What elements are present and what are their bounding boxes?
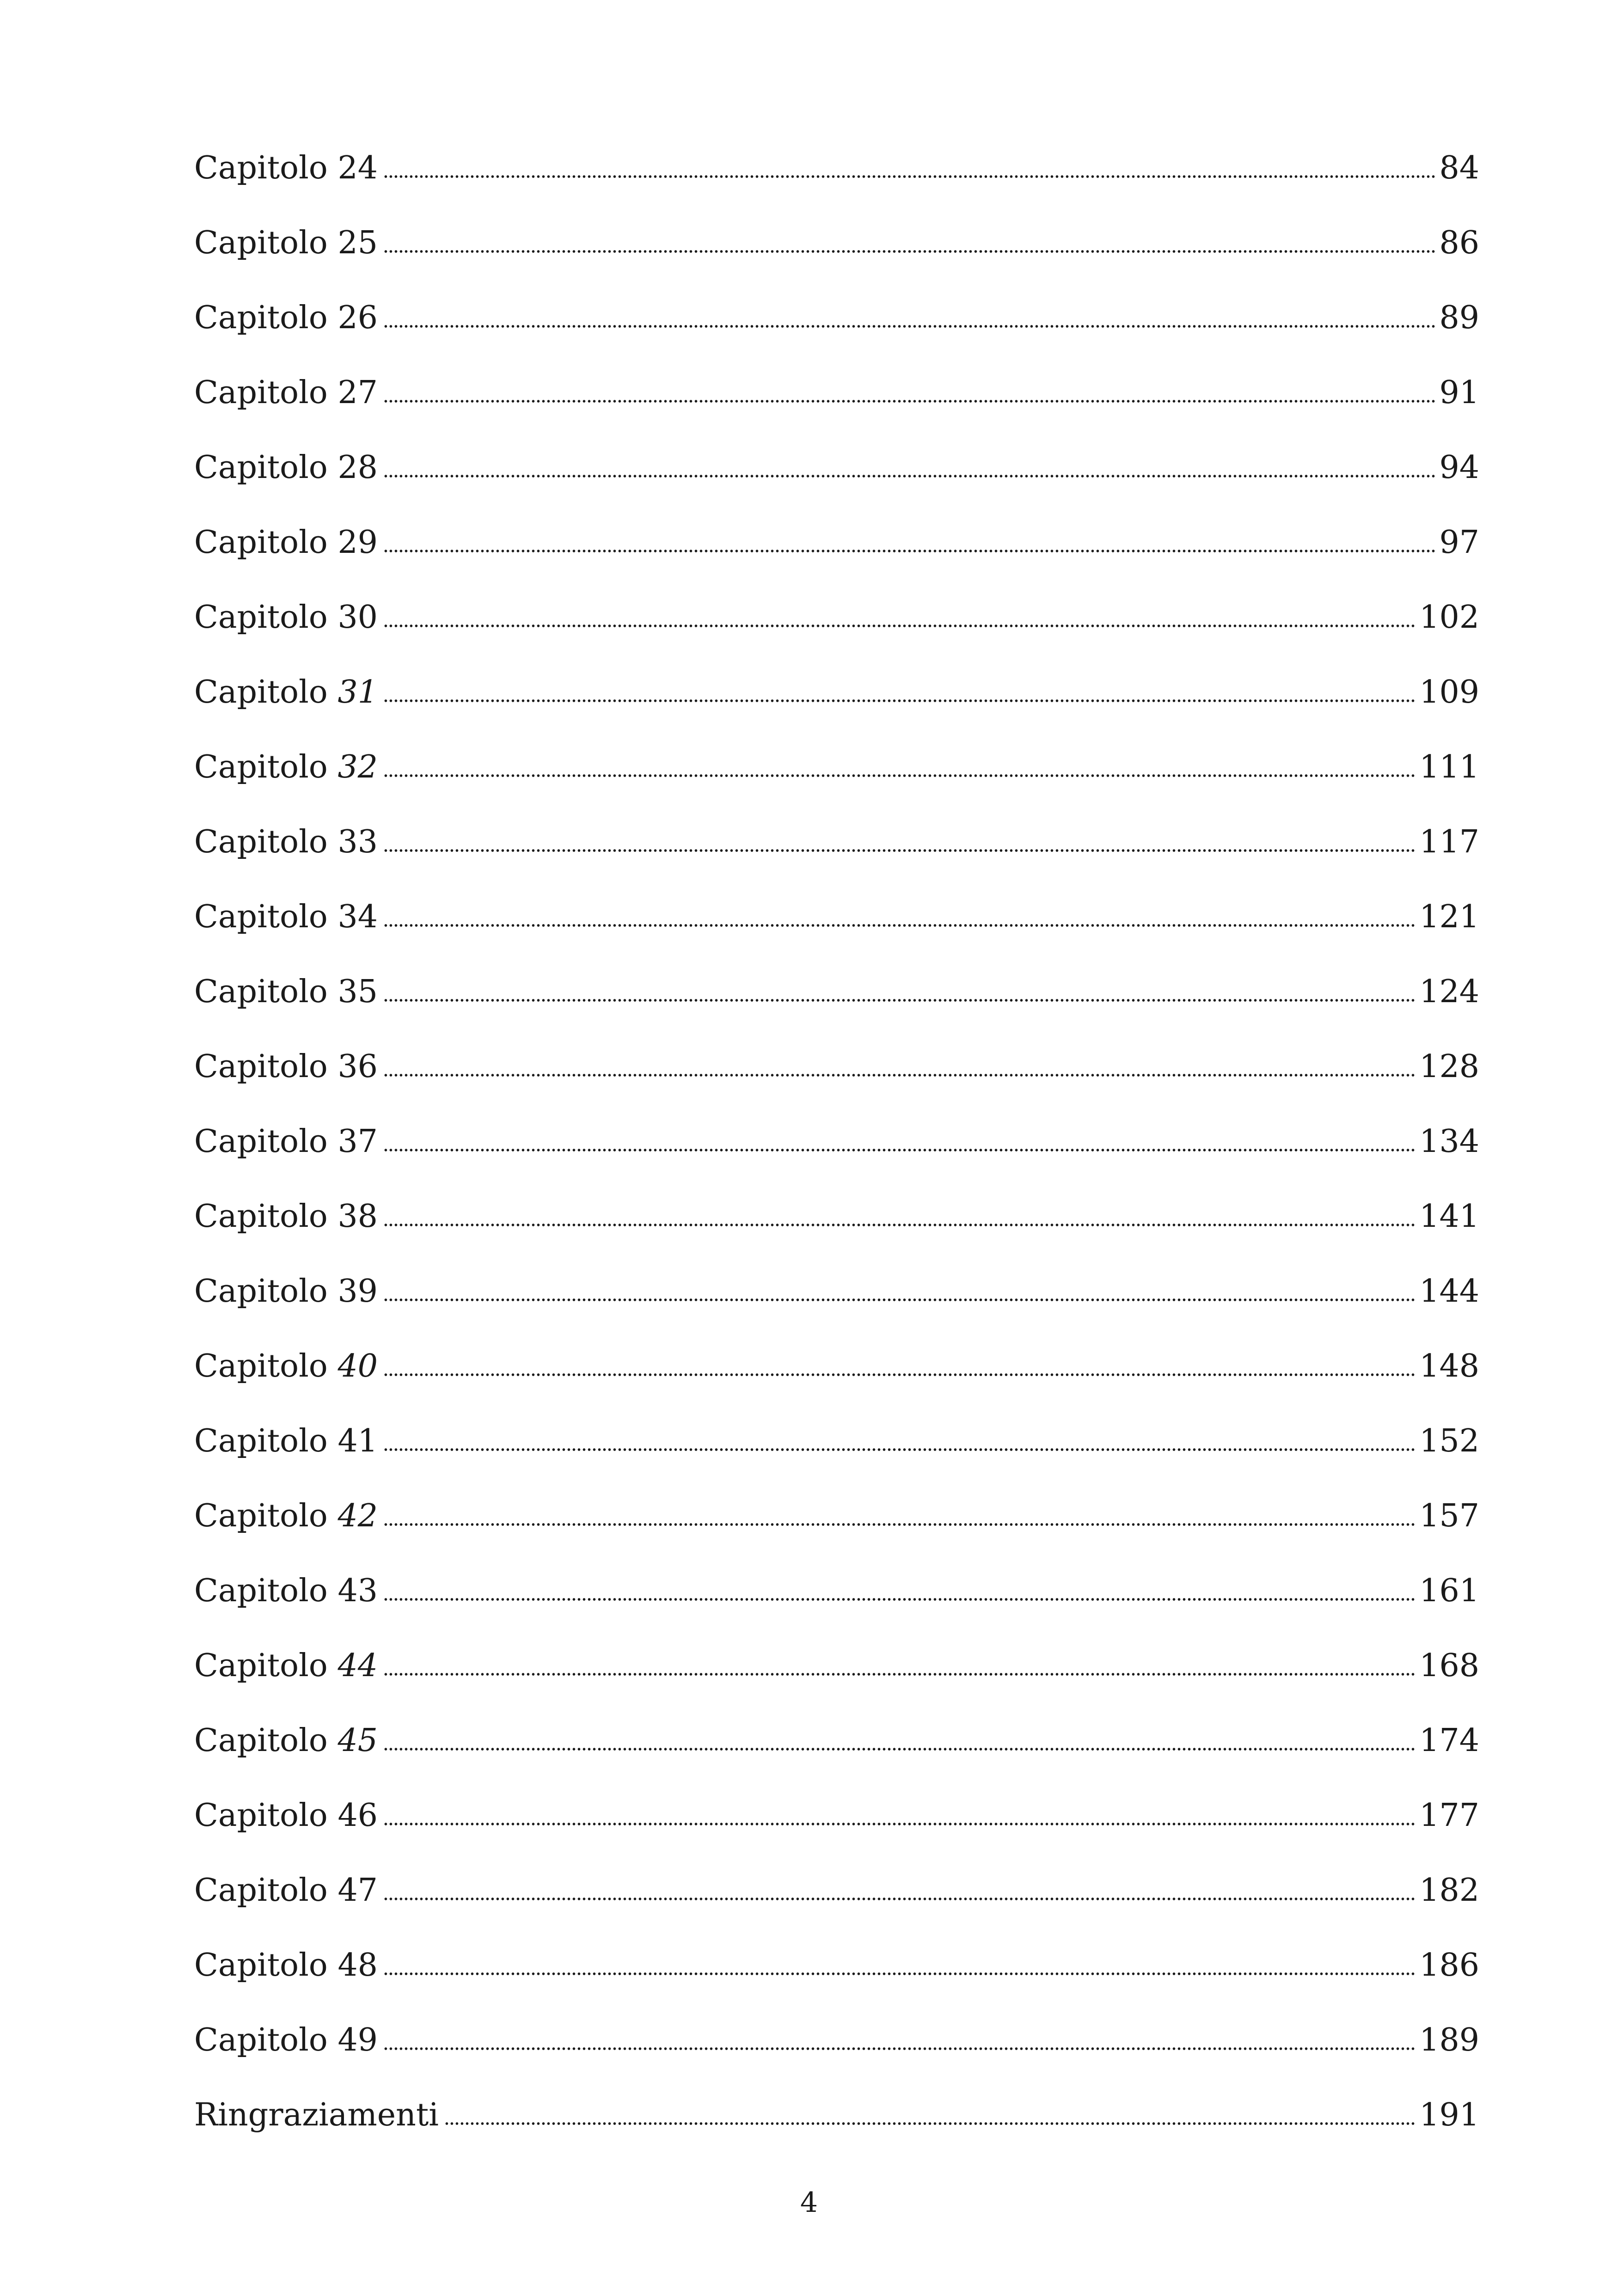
toc-entry-space xyxy=(328,1273,338,1310)
toc-entry-word: Capitolo xyxy=(194,1273,328,1310)
toc-dot-leader xyxy=(383,1972,1416,1976)
toc-entry-number: 33 xyxy=(337,824,378,860)
toc-entry-number: 39 xyxy=(337,1273,378,1310)
toc-entry-title xyxy=(194,1423,378,1459)
toc-entry-word: Capitolo xyxy=(194,1498,328,1534)
toc-entry-number: 29 xyxy=(337,524,378,561)
toc-entry-word: Capitolo xyxy=(194,974,328,1010)
toc-entry-number: 30 xyxy=(337,599,378,636)
toc-dot-leader xyxy=(383,1897,1416,1901)
toc-entry-page: 174 xyxy=(1419,1722,1479,1759)
toc-entry-space xyxy=(328,599,338,636)
toc-entry-space xyxy=(328,374,338,411)
table-of-contents xyxy=(194,150,1479,2174)
toc-entry-word: Capitolo xyxy=(194,1123,328,1160)
toc-entry-page: 128 xyxy=(1419,1048,1479,1085)
toc-entry-number: 26 xyxy=(337,300,378,336)
toc-dot-leader xyxy=(383,1747,1416,1751)
toc-entry-word: Capitolo xyxy=(194,225,328,261)
toc-entry[interactable] xyxy=(194,1647,1479,1725)
toc-dot-leader xyxy=(383,474,1436,478)
toc-entry-number: 34 xyxy=(337,899,378,935)
toc-entry-title xyxy=(194,1198,378,1235)
toc-entry[interactable] xyxy=(194,674,1479,752)
toc-entry-title xyxy=(194,1722,378,1759)
toc-entry-page: 177 xyxy=(1419,1797,1479,1834)
toc-entry-word: Capitolo xyxy=(194,1573,328,1609)
toc-entry[interactable] xyxy=(194,1273,1479,1351)
toc-entry-word: Capitolo xyxy=(194,1947,328,1984)
toc-dot-leader xyxy=(383,1822,1416,1826)
toc-dot-leader xyxy=(383,325,1436,328)
page-number: 4 xyxy=(800,2186,818,2219)
toc-entry-page: 161 xyxy=(1419,1573,1479,1609)
toc-entry-word: Capitolo xyxy=(194,1048,328,1085)
toc-entry-page: 86 xyxy=(1439,225,1479,261)
toc-dot-leader xyxy=(383,774,1416,778)
toc-dot-leader xyxy=(383,924,1416,927)
toc-entry-title xyxy=(194,976,378,1008)
toc-dot-leader xyxy=(383,998,1416,1002)
toc-entry-number: 48 xyxy=(337,1947,378,1984)
toc-dot-leader xyxy=(383,250,1436,253)
toc-dot-leader xyxy=(383,849,1416,852)
toc-entry-space xyxy=(328,1423,338,1459)
toc-entry-page: 109 xyxy=(1419,674,1479,710)
toc-entry-word: Ringraziamenti xyxy=(194,2097,439,2133)
toc-entry-word: Capitolo xyxy=(194,300,328,336)
toc-entry-space xyxy=(328,2022,338,2058)
toc-entry-word: Capitolo xyxy=(194,599,328,636)
toc-entry-number: 45 xyxy=(337,1722,378,1759)
toc-entry-number: 25 xyxy=(337,225,378,261)
toc-entry-number: 37 xyxy=(337,1123,378,1160)
toc-entry-space xyxy=(328,1797,338,1834)
toc-entry[interactable] xyxy=(194,1123,1479,1201)
toc-entry[interactable] xyxy=(194,1348,1479,1426)
toc-dot-leader xyxy=(383,624,1416,628)
toc-entry-space xyxy=(328,300,338,336)
toc-entry-space xyxy=(328,1198,338,1235)
toc-entry-number: 32 xyxy=(337,749,378,785)
toc-entry-number: 46 xyxy=(337,1797,378,1834)
toc-entry[interactable] xyxy=(194,1048,1479,1126)
toc-entry-page: 189 xyxy=(1419,2022,1479,2058)
toc-entry-page: 91 xyxy=(1439,374,1479,411)
toc-entry-space xyxy=(328,1048,338,1085)
toc-entry-number: 40 xyxy=(337,1348,378,1384)
toc-entry-title xyxy=(194,524,378,561)
toc-entry-page: 111 xyxy=(1419,749,1479,785)
toc-entry-page: 102 xyxy=(1419,599,1479,636)
toc-entry-word: Capitolo xyxy=(194,1722,328,1759)
toc-entry-page: 191 xyxy=(1419,2097,1479,2133)
toc-entry-word: Capitolo xyxy=(194,449,328,486)
toc-entry-space xyxy=(328,1573,338,1609)
toc-entry-number: 47 xyxy=(337,1872,378,1909)
toc-dot-leader xyxy=(383,1223,1416,1227)
toc-entry-space xyxy=(328,1647,338,1684)
toc-entry[interactable] xyxy=(194,2097,1479,2174)
toc-entry-page: 89 xyxy=(1439,300,1479,336)
toc-entry-title xyxy=(194,1872,378,1909)
toc-entry-page: 182 xyxy=(1419,1872,1479,1909)
toc-entry[interactable] xyxy=(194,824,1479,901)
toc-entry[interactable] xyxy=(194,1575,1479,1650)
toc-entry-word: Capitolo xyxy=(194,374,328,411)
toc-entry[interactable] xyxy=(194,901,1479,976)
toc-entry[interactable] xyxy=(194,524,1479,602)
toc-entry-page: 121 xyxy=(1419,899,1479,935)
toc-entry-number: 31 xyxy=(337,674,378,710)
toc-entry-number: 42 xyxy=(337,1498,378,1534)
toc-entry[interactable] xyxy=(194,1198,1479,1276)
toc-entry[interactable] xyxy=(194,1797,1479,1875)
toc-entry[interactable] xyxy=(194,2022,1479,2100)
toc-dot-leader xyxy=(383,1448,1416,1451)
toc-entry-word: Capitolo xyxy=(194,524,328,561)
toc-entry-title xyxy=(194,1048,378,1085)
toc-entry-number: 28 xyxy=(337,449,378,486)
toc-dot-leader xyxy=(383,1373,1416,1377)
toc-entry-number: 27 xyxy=(337,374,378,411)
toc-entry[interactable] xyxy=(194,150,1479,227)
toc-entry-word: Capitolo xyxy=(194,1647,328,1684)
toc-entry-space xyxy=(328,674,338,710)
toc-entry-title xyxy=(194,1647,378,1684)
toc-entry-title xyxy=(194,302,378,334)
toc-entry-word: Capitolo xyxy=(194,150,328,186)
toc-entry-page: 117 xyxy=(1419,824,1479,860)
toc-entry-title xyxy=(194,674,378,710)
toc-entry-title xyxy=(194,449,378,486)
toc-entry-space xyxy=(328,1123,338,1160)
toc-entry-title xyxy=(194,2097,439,2133)
toc-entry[interactable] xyxy=(194,302,1479,377)
toc-entry-space xyxy=(328,524,338,561)
toc-entry-title xyxy=(194,2022,378,2058)
toc-entry-title xyxy=(194,374,378,411)
toc-entry-page: 141 xyxy=(1419,1198,1479,1235)
toc-entry-title xyxy=(194,1500,378,1532)
toc-entry-title xyxy=(194,1123,378,1160)
toc-dot-leader xyxy=(383,1598,1416,1601)
toc-dot-leader xyxy=(383,1148,1416,1152)
toc-entry-number: 49 xyxy=(337,2022,378,2058)
toc-entry-space xyxy=(328,449,338,486)
toc-entry-space xyxy=(328,749,338,785)
toc-entry[interactable] xyxy=(194,599,1479,677)
toc-entry-space xyxy=(328,1872,338,1909)
toc-entry-title xyxy=(194,150,378,186)
toc-dot-leader xyxy=(383,1523,1416,1526)
toc-entry-title xyxy=(194,599,378,636)
toc-entry-number: 43 xyxy=(337,1573,378,1609)
toc-entry[interactable] xyxy=(194,1423,1479,1500)
toc-entry-number: 41 xyxy=(337,1423,378,1459)
toc-entry-word: Capitolo xyxy=(194,899,328,935)
toc-entry-page: 97 xyxy=(1439,524,1479,561)
toc-entry-space xyxy=(328,1348,338,1384)
toc-entry-word: Capitolo xyxy=(194,1872,328,1909)
toc-entry-title xyxy=(194,1575,378,1607)
toc-entry-number: 24 xyxy=(337,150,378,186)
toc-entry[interactable] xyxy=(194,1500,1479,1575)
toc-entry[interactable] xyxy=(194,449,1479,527)
toc-dot-leader xyxy=(383,399,1436,403)
toc-entry-space xyxy=(328,225,338,261)
toc-entry-title xyxy=(194,227,378,259)
toc-entry-title xyxy=(194,749,378,785)
toc-entry-page: 134 xyxy=(1419,1123,1479,1160)
toc-entry[interactable] xyxy=(194,1947,1479,2025)
toc-entry-space xyxy=(328,824,338,860)
toc-entry[interactable] xyxy=(194,1872,1479,1950)
toc-entry-page: 94 xyxy=(1439,449,1479,486)
toc-dot-leader xyxy=(383,1073,1416,1077)
toc-entry-page: 168 xyxy=(1419,1647,1479,1684)
toc-entry-title xyxy=(194,1797,378,1834)
toc-entry-page: 186 xyxy=(1419,1947,1479,1984)
toc-entry-number: 38 xyxy=(337,1198,378,1235)
toc-entry[interactable] xyxy=(194,976,1479,1051)
toc-entry-word: Capitolo xyxy=(194,1348,328,1384)
toc-entry-title xyxy=(194,901,378,933)
toc-dot-leader xyxy=(383,1672,1416,1676)
toc-entry-title xyxy=(194,1348,378,1384)
toc-entry-page: 152 xyxy=(1419,1423,1479,1459)
toc-entry-space xyxy=(328,150,338,186)
toc-entry-number: 36 xyxy=(337,1048,378,1085)
toc-entry-page: 157 xyxy=(1419,1498,1479,1534)
toc-entry-page: 148 xyxy=(1419,1348,1479,1384)
toc-entry-word: Capitolo xyxy=(194,1423,328,1459)
toc-entry-space xyxy=(328,1947,338,1984)
toc-entry-page: 84 xyxy=(1439,150,1479,186)
toc-entry[interactable] xyxy=(194,227,1479,302)
toc-entry-page: 144 xyxy=(1419,1273,1479,1310)
toc-entry-number: 44 xyxy=(337,1647,378,1684)
toc-entry-word: Capitolo xyxy=(194,824,328,860)
toc-entry-space xyxy=(328,1498,338,1534)
toc-dot-leader xyxy=(383,699,1416,703)
toc-entry-title xyxy=(194,1947,378,1984)
toc-entry-page: 124 xyxy=(1419,974,1479,1010)
toc-dot-leader xyxy=(383,175,1436,178)
toc-entry-title xyxy=(194,824,378,860)
toc-entry-title xyxy=(194,1273,378,1310)
toc-entry[interactable] xyxy=(194,749,1479,827)
toc-entry-number: 35 xyxy=(337,974,378,1010)
toc-entry-word: Capitolo xyxy=(194,1198,328,1235)
toc-entry-word: Capitolo xyxy=(194,674,328,710)
toc-entry[interactable] xyxy=(194,1722,1479,1800)
toc-entry[interactable] xyxy=(194,374,1479,452)
toc-dot-leader xyxy=(383,1298,1416,1302)
toc-entry-space xyxy=(328,899,338,935)
toc-entry-word: Capitolo xyxy=(194,2022,328,2058)
toc-entry-space xyxy=(328,974,338,1010)
toc-dot-leader xyxy=(383,2047,1416,2051)
toc-dot-leader xyxy=(383,549,1436,553)
toc-dot-leader xyxy=(444,2122,1416,2125)
toc-entry-word: Capitolo xyxy=(194,749,328,785)
toc-entry-space xyxy=(328,1722,338,1759)
toc-entry-word: Capitolo xyxy=(194,1797,328,1834)
